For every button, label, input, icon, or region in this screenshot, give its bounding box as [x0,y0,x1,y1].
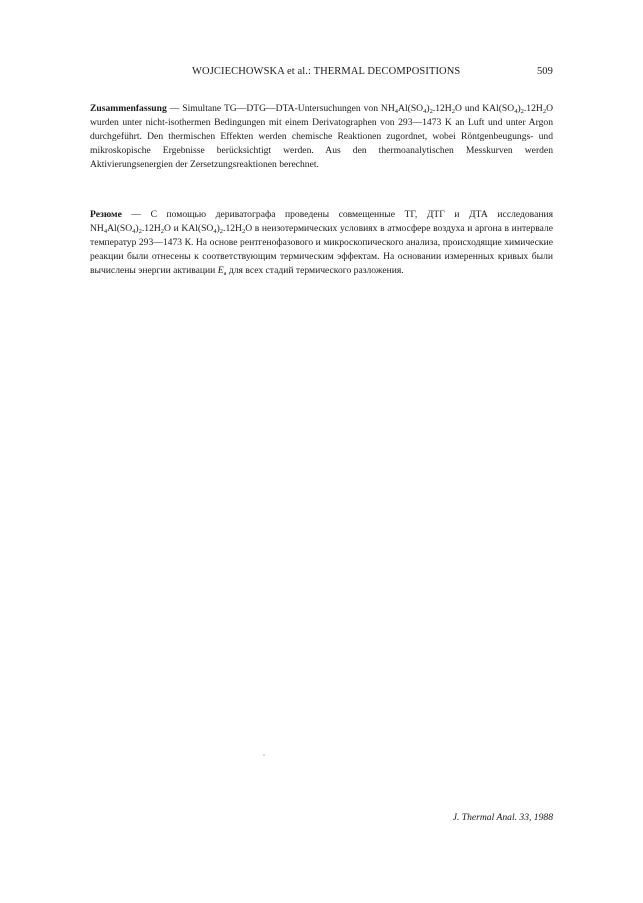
subscript: 2 [138,227,142,235]
abstract-russian-text-7: .12H [223,222,242,234]
scan-speck [263,754,265,756]
abstract-russian-text-1: С помощью дериватографа проведены совмещенные ТГ, ДТГ и ДТА исследования NH [90,209,554,234]
subscript: 2 [219,227,224,235]
abstract-russian-text-2: Al(SO [107,222,133,234]
running-title: WOJCIECHOWSKA et al.: THERMAL DECOMPOSITIONS [192,66,461,77]
subscript: 2 [542,108,547,115]
abstract-russian-text-5: O и KAl(SO [164,222,214,234]
subscript: 4 [132,227,136,235]
subscript: 2 [241,227,246,235]
abstract-russian-text-3: ) [135,222,139,234]
abstract-russian-text-6: ) [216,222,220,234]
abstract-german-text-8: O wurden unter nicht-isothermen Bedingungen mit einem Derivatographen von 293—1473 K an Luft und unter Argon durchgeführt. Den thermischen Effekten werden chemische Reaktionen zugordnet, wobei Röntgenbeugungs- und mikroskopische Ergebnisse berücksichtigt werden. Aus den thermoanalytischen Messkurven werden Aktivierungsenergien der Zersetzungsreaktionen berechnet. [90,103,553,170]
abstract-russian-dash: — [121,209,151,220]
abstract-german-label: Zusammenfassung [90,103,167,114]
subscript: 2 [451,108,455,115]
abstract-russian-label: Резюме [90,209,122,220]
abstract-german [90,102,553,172]
abstract-russian [90,208,553,278]
subscript: 2 [429,108,433,115]
abstract-german-text-5: O und KAl(SO [454,103,515,114]
subscript: 2 [520,108,524,115]
subscript: 2 [160,227,165,235]
subscript: 4 [394,108,399,115]
abstract-german-text-6: ) [517,103,521,114]
subscript: 4 [423,108,427,115]
journal-reference: J. Thermal Anal. 33, 1988 [452,812,553,823]
abstract-russian-text-9: для всех стадий термического разложения. [226,264,404,276]
abstract-german-text-2: Al(SO [398,103,424,114]
subscript: 4 [213,227,217,235]
abstract-russian-text-8: O в неизотермических условиях в атмосфере воздуха и аргона в интервале температур 293—1473 К. На основе рентгенофазового и микроскопического анализа, происходящие химические реакции были отнесены к соответствующим термическим эффектам. На основании измеренных кривых были вычислены энергии активации [90,222,553,276]
subscript: a [223,269,227,277]
running-head [90,66,553,80]
page-number: 509 [536,66,553,77]
abstract-russian-text-4: .12H [141,222,161,234]
abstract-german-text-7: .12H [523,103,543,114]
abstract-german-text-1: Simultane TG—DTG—DTA-Untersuchungen von NH [182,103,395,114]
abstract-german-text-3: ) [426,103,430,114]
abstract-german-text-4: .12H [432,103,452,114]
abstract-german-dash: — [166,103,183,114]
activation-energy-symbol: E [217,264,224,276]
subscript: 4 [514,108,518,115]
subscript: 4 [103,227,108,235]
